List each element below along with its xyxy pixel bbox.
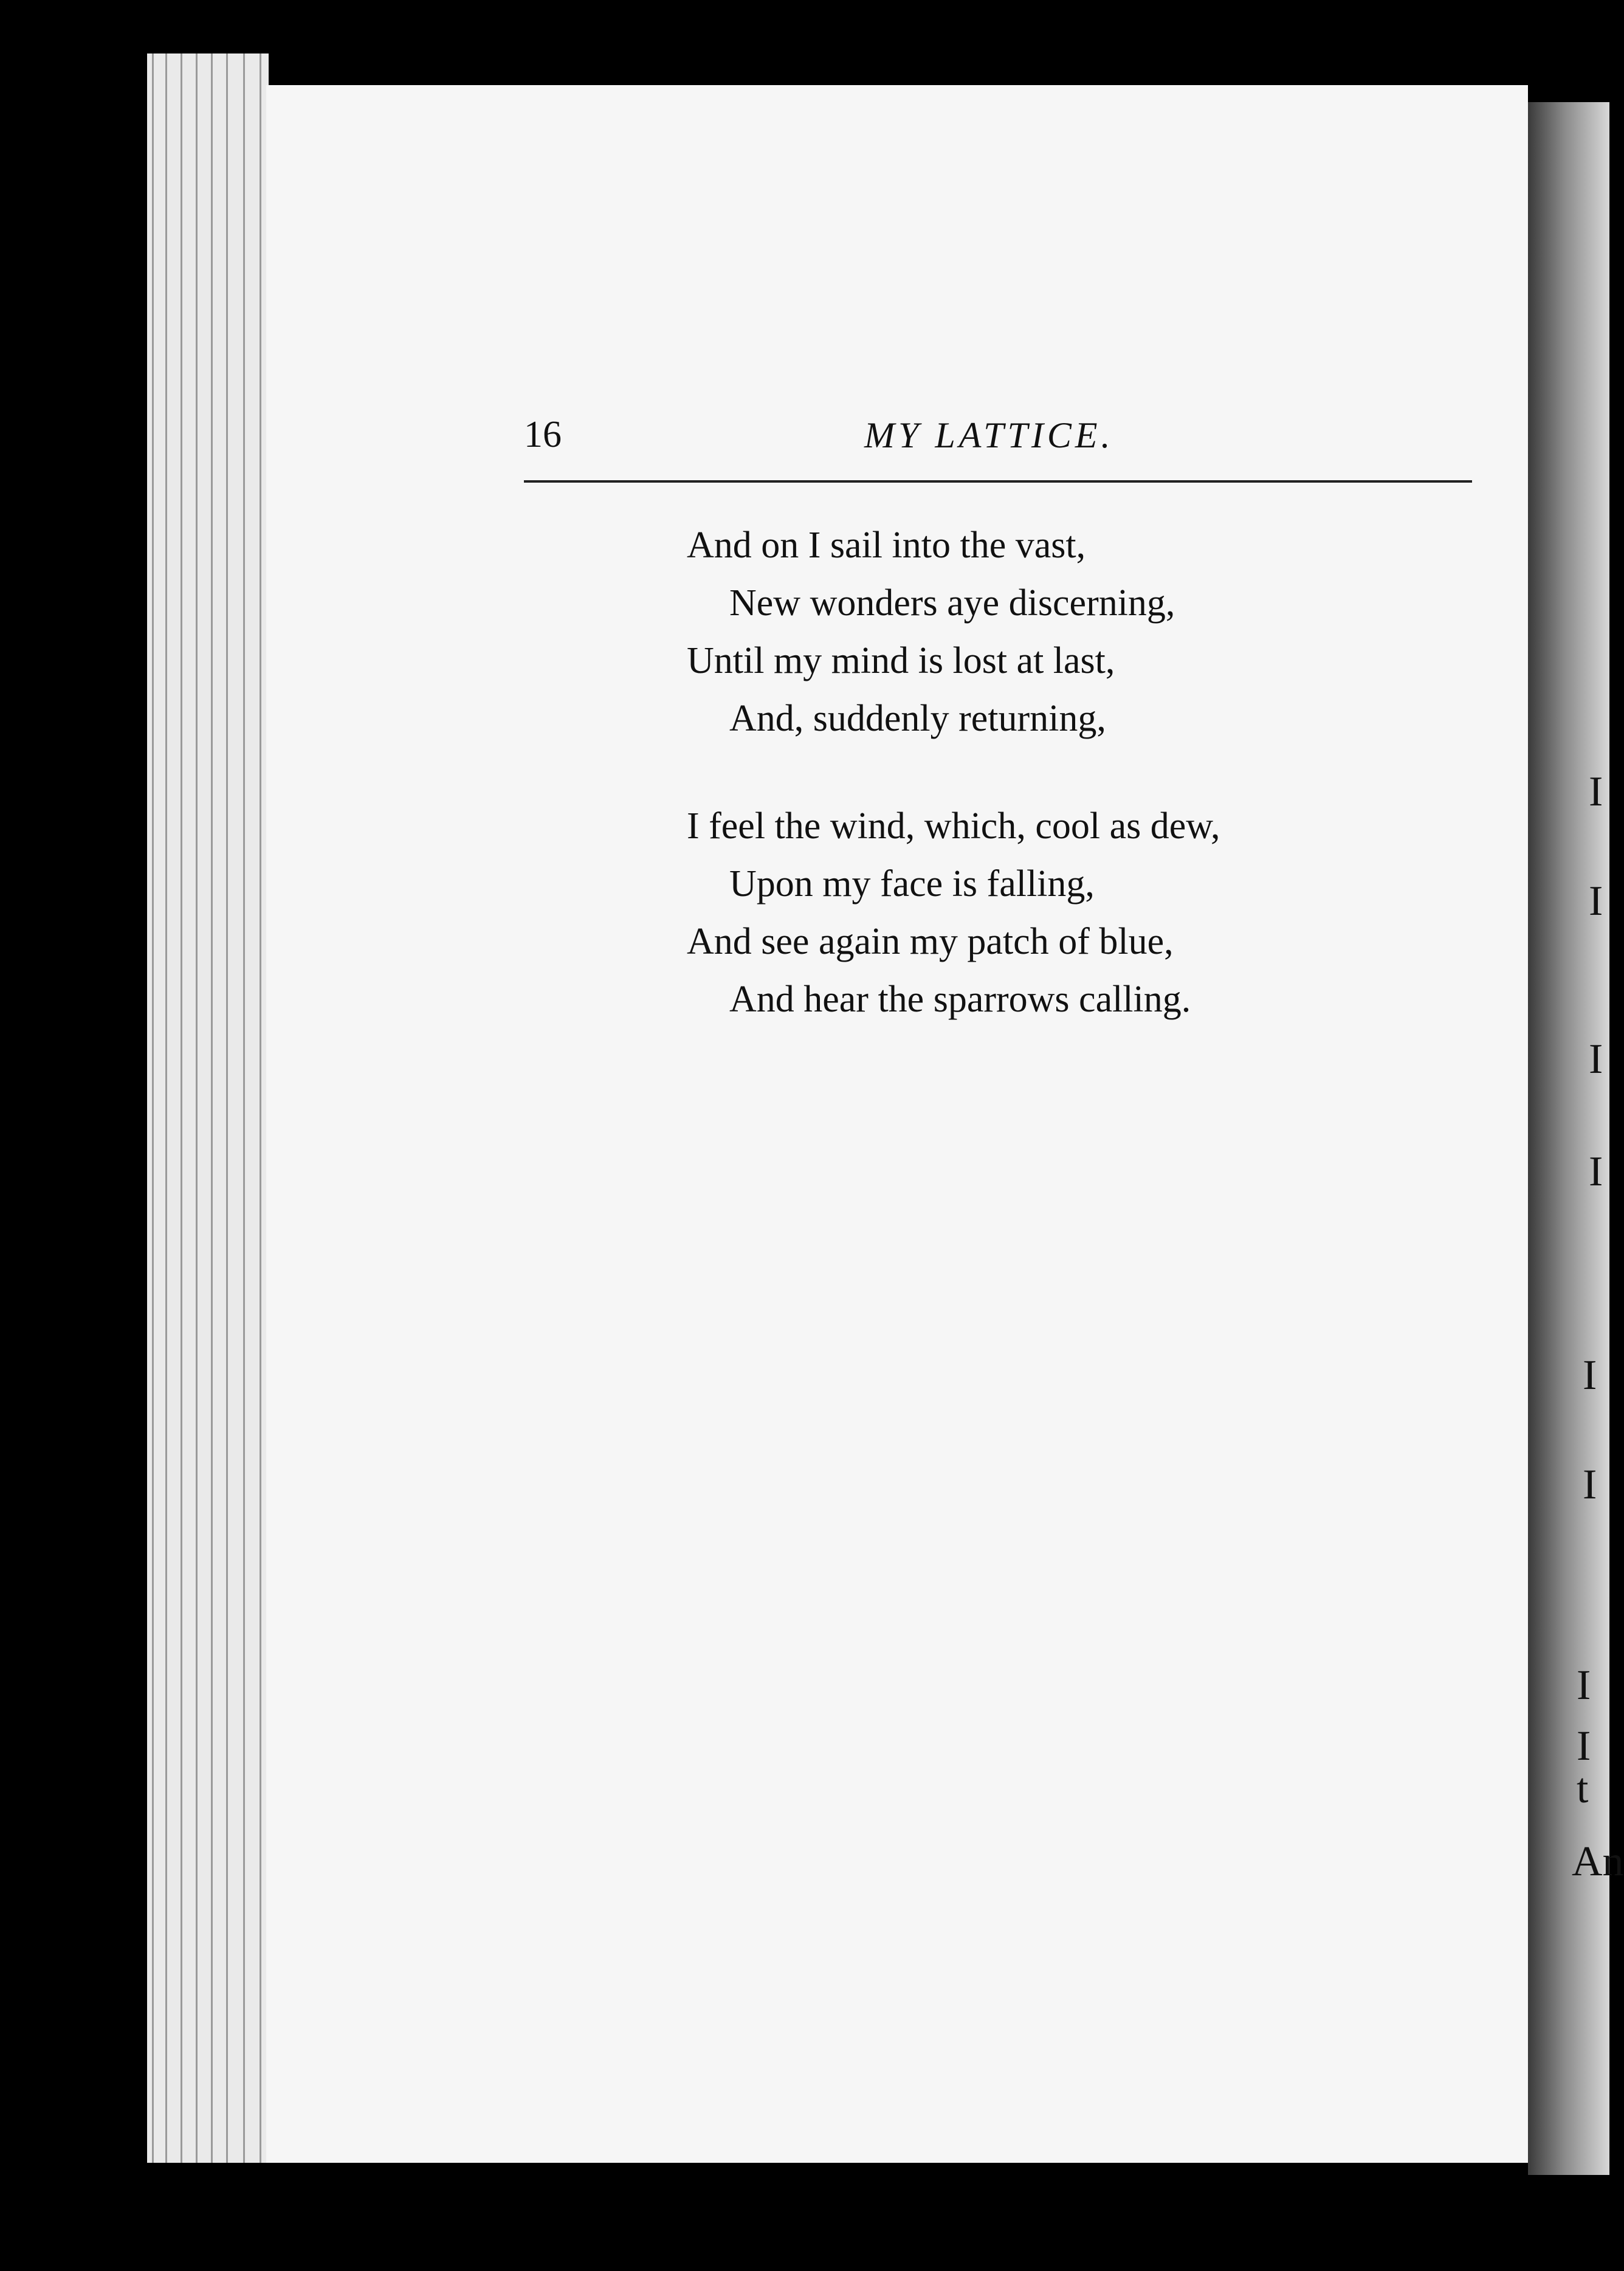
poem-body (687, 517, 1477, 1078)
running-head: MY LATTICE. (864, 415, 1114, 455)
stanza (687, 517, 1477, 748)
poem-line: And hear the sparrows calling. (729, 979, 1191, 1020)
stanza (687, 798, 1477, 1029)
facing-page-fragment: I t (1577, 1723, 1591, 1812)
poem-line: I feel the wind, which, cool as dew, (687, 805, 1220, 847)
facing-page-fragment: I (1589, 878, 1603, 925)
poem-line: Upon my face is falling, (729, 863, 1095, 905)
facing-page-fragment: I (1583, 1461, 1597, 1508)
poem-line: And see again my patch of blue, (687, 921, 1174, 962)
poem-line: Until my mind is lost at last, (687, 640, 1115, 681)
stacked-page-edges (147, 53, 269, 2163)
facing-page-fragment: I (1589, 768, 1603, 815)
facing-page-edge (1528, 102, 1624, 2175)
facing-page-fragment: I (1589, 1148, 1603, 1195)
page-header (524, 413, 1472, 483)
facing-page-fragment: I (1583, 1352, 1597, 1399)
facing-page-fragment: I (1589, 1036, 1603, 1083)
facing-page-fragment: An (1572, 1838, 1624, 1885)
facing-page-fragment: I (1577, 1662, 1591, 1709)
poem-line: New wonders aye discerning, (729, 582, 1175, 624)
poem-line: And, suddenly returning, (729, 698, 1106, 739)
page-number: 16 (524, 414, 562, 455)
poem-line: And on I sail into the vast, (687, 525, 1086, 566)
book-page (266, 85, 1528, 2163)
